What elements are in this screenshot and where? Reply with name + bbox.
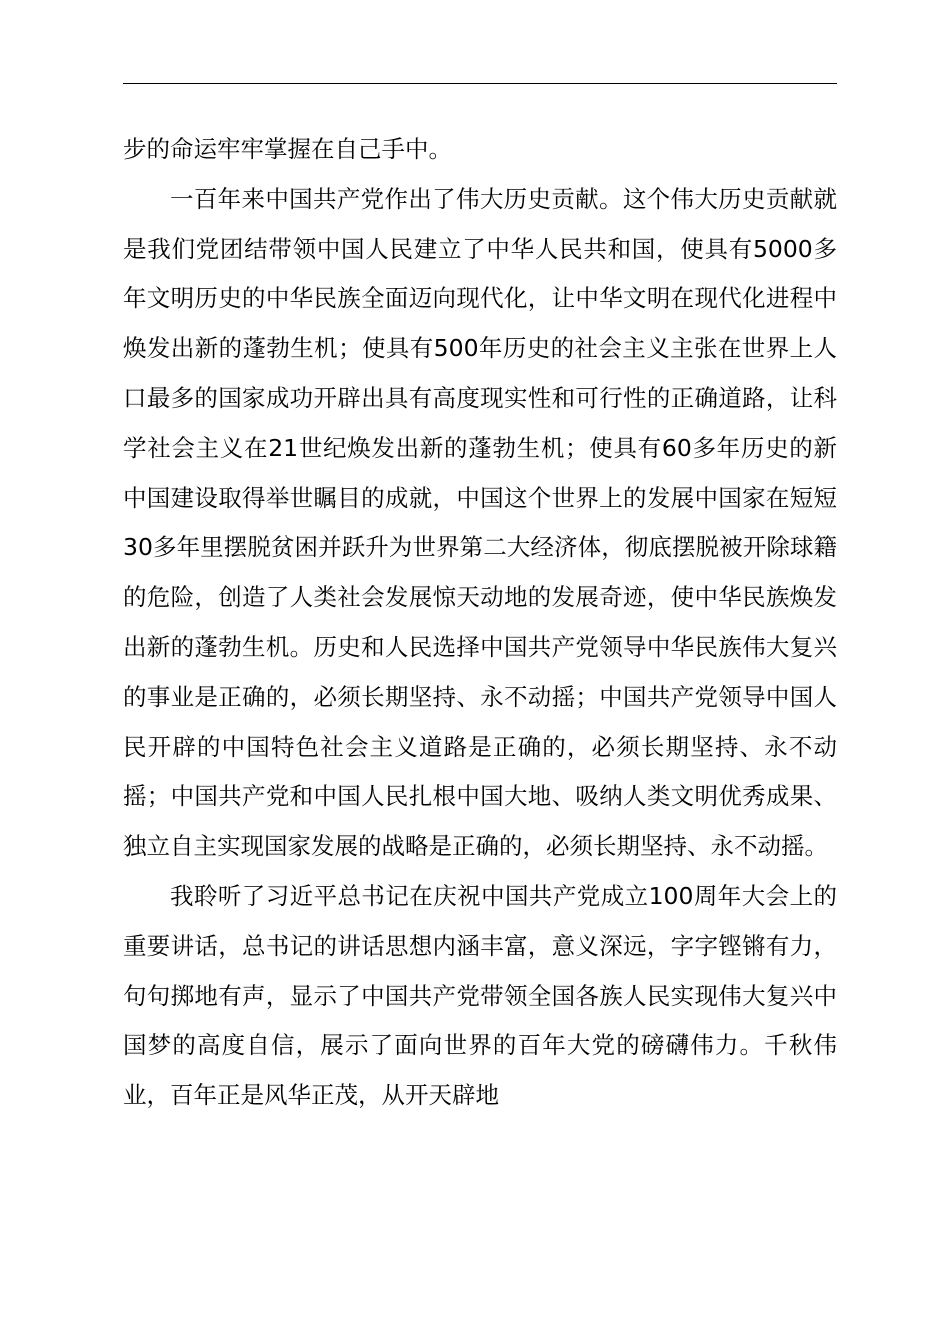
paragraph-historical-contribution: 一百年来中国共产党作出了伟大历史贡献。这个伟大历史贡献就是我们党团结带领中国人民建立了中华人民共和国，使具有5000多年文明历史的中华民族全面迈向现代化，让中华文明在现代化进程中焕发出新的蓬勃生机；使具有500年历史的社会主义主张在世界上人口最多的国家成功开辟出具有高度现实性和可行性的正确道路，让科学社会主义在21世纪焕发出新的蓬勃生机；使具有60多年历史的新中国建设取得举世瞩目的成就，中国这个世界上的发展中国家在短短30多年里摆脱贫困并跃升为世界第二大经济体，彻底摆脱被开除球籍的危险，创造了人类社会发展惊天动地的发展奇迹，使中华民族焕发出新的蓬勃生机。历史和人民选择中国共产党领导中华民族伟大复兴的事业是正确的，必须长期坚持、永不动摇；中国共产党领导中国人民开辟的中国特色社会主义道路是正确的，必须长期坚持、永不动摇；中国共产党和中国人民扎根中国大地、吸纳人类文明优秀成果、独立自主实现国家发展的战略是正确的，必须长期坚持、永不动摇。 xyxy=(123,184,837,861)
paragraph-continuation: 步的命运牢牢掌握在自己手中。 xyxy=(123,135,452,163)
header-rule xyxy=(123,83,837,84)
paragraph-speech-reflection: 我聆听了习近平总书记在庆祝中国共产党成立100周年大会上的重要讲话，总书记的讲话思想内涵丰富，意义深远，字字铿锵有力，句句掷地有声，显示了中国共产党带领全国各族人民实现伟大复兴中国梦的高度自信，展示了面向世界的百年大党的磅礴伟力。千秋伟业，百年正是风华正茂，从开天辟地 xyxy=(123,881,837,1110)
document-body xyxy=(123,125,837,1121)
